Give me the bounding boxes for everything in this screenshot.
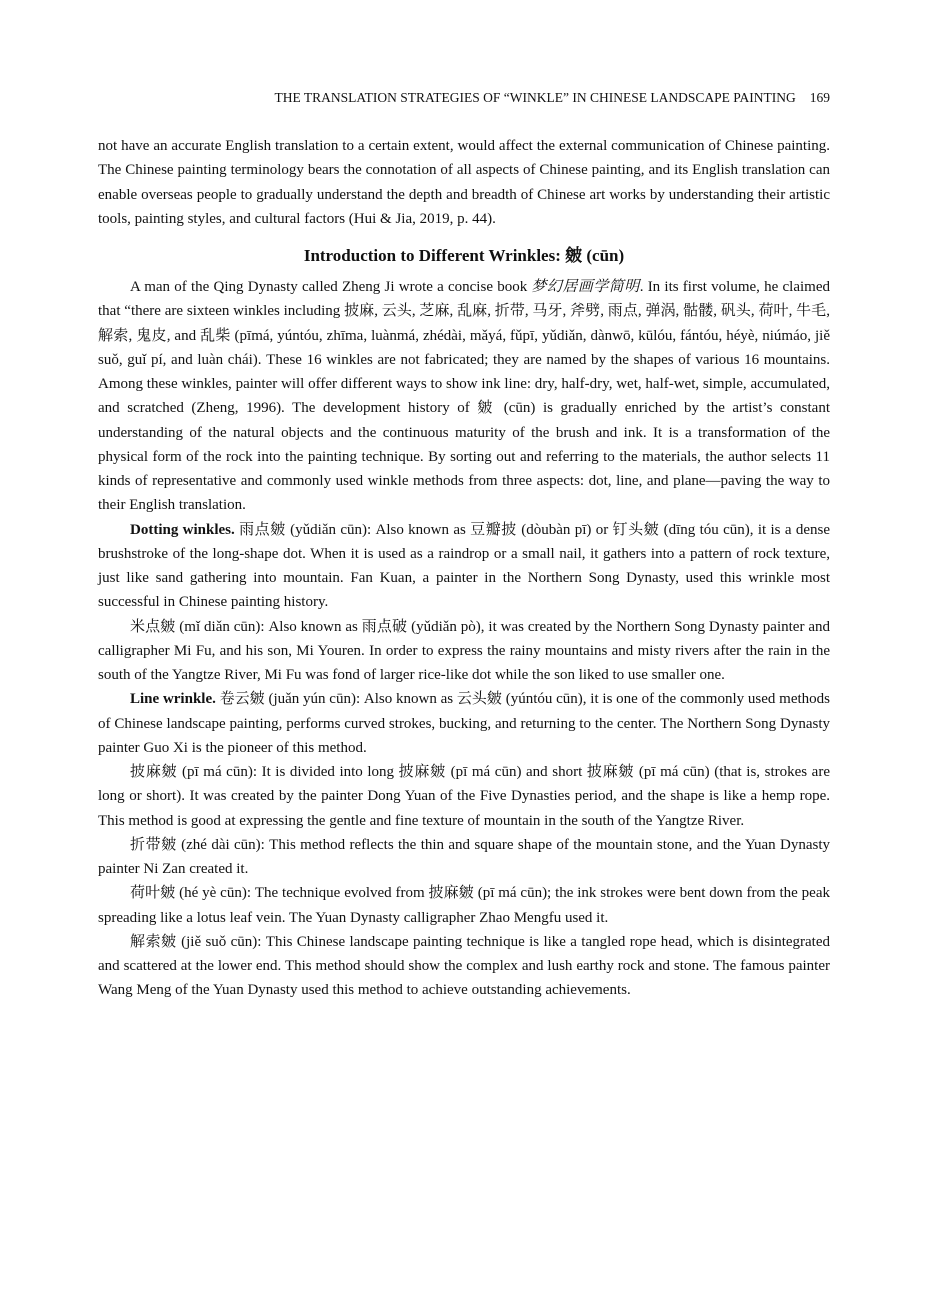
paragraph-dotting-winkles: [98, 518, 830, 615]
section-heading: Introduction to Different Wrinkles: 皴 (cūn): [303, 246, 625, 265]
dotting-winkles-text: 雨点皴 (yǔdiǎn cūn): Also known as 豆瓣披 (dòubàn pī) or 钉头皴 (dīng tóu cūn), it is a dense brushstroke of the long-shape dot. When it is used as a raindrop or a small nail, it gathers into a pattern of rock texture, just like sand gathering into mountain. Fan Kuan, a painter in the Northern Song Dynasty, used this wrinkle most successful in Chinese painting history.: [98, 521, 830, 611]
paragraph-line-wrinkle: [98, 687, 830, 760]
paragraph-pi-ma-cun: 披麻皴 (pī má cūn): It is divided into long 披麻皴 (pī má cūn) and short 披麻皴 (pī má cūn) (that is, strokes are long or short). It was created by the painter Dong Yuan of the Five Dynasties period, and the shape is like a hemp rope. This method is good at expressing the gentle and fine texture of mountain in the south of the Yangtze River.: [98, 764, 830, 829]
lead-dotting-winkles: Dotting winkles.: [130, 521, 235, 538]
running-head: [98, 89, 830, 107]
paragraph-introduction: [98, 275, 830, 518]
lead-line-wrinkle: Line wrinkle.: [130, 691, 216, 708]
body-text: [98, 134, 830, 1003]
paragraph-he-ye-cun: 荷叶皴 (hé yè cūn): The technique evolved from 披麻皴 (pī má cūn); the ink strokes were bent down from the peak spreading like a lotus leaf vein. The Yuan Dynasty calligrapher Zhao Mengfu used it.: [98, 885, 830, 926]
paragraph-zhe-dai-cun: 折带皴 (zhé dài cūn): This method reflects the thin and square shape of the mountain stone, and the Yuan Dynasty painter Ni Zan created it.: [98, 836, 830, 877]
paragraph-continuation: not have an accurate English translation to a certain extent, would affect the external communication of Chinese painting. The Chinese painting terminology bears the connotation of all aspects of Chinese painting, and its English translation can enable overseas people to gradually understand the depth and breadth of Chinese art works by understanding their artistic tools, painting styles, and cultural factors (Hui & Jia, 2019, p. 44).: [98, 138, 830, 227]
book-title: 梦幻居画学简明: [531, 279, 640, 295]
running-title: THE TRANSLATION STRATEGIES OF “WINKLE” IN CHINESE LANDSCAPE PAINTING: [274, 90, 796, 105]
intro-text-before: A man of the Qing Dynasty called Zheng Ji wrote a concise book: [130, 279, 532, 295]
intro-text-after: . In its first volume, he claimed that “there are sixteen winkles including 披麻, 云头, 芝麻, 乱麻, 折带, 马牙, 斧劈, 雨点, 弹涡, 骷髅, 矾头, 荷叶, 牛毛, 解索, 鬼皮, and 乱柴 (pīmá, yúntóu, zhīma, luànmá, zhédài, mǎyá, fǔpī, yǔdiǎn, dànwō, kūlóu, fántóu, héyè, niúmáo, jiě suǒ, guǐ pí, and luàn chái). These 16 winkles are not fabricated; they are named by the shapes of various 16 mountains. Among these winkles, painter will offer different ways to show ink line: dry, half-dry, wet, half-wet, simple, accumulated, and scratched (Zheng, 1996). The development history of 皴 (cūn) is gradually enriched by the artist’s constant understanding of the natural objects and the continuous maturity of the brush and ink. It is a transformation of the physical form of the rock into the painting technique. By sorting out and referring to the materials, the author selects 11 kinds of representative and commonly used winkle methods from three aspects: dot, line, and plane—paving the way to their English translation.: [98, 279, 830, 514]
line-wrinkle-text: 卷云皴 (juǎn yún cūn): Also known as 云头皴 (yúntóu cūn), it is one of the commonly used methods of Chinese landscape painting, performs curved strokes, bucking, and returning to the center. The Northern Song Dynasty painter Guo Xi is the pioneer of this method.: [98, 691, 830, 756]
page-number: 169: [809, 90, 830, 105]
paragraph-mi-dian-cun: 米点皴 (mǐ diǎn cūn): Also known as 雨点破 (yǔdiǎn pò), it was created by the Northern Song Dynasty painter and calligrapher Mi Fu, and his son, Mi Youren. In order to express the rainy mountains and misty rivers after the rain in the south of the Yangtze River, Mi Fu was fond of larger rice-like dot while the son liked to use smaller one.: [98, 618, 830, 683]
paragraph-jie-suo-cun: 解索皴 (jiě suǒ cūn): This Chinese landscape painting technique is like a tangled rope head, which is disintegrated and scattered at the lower end. This method should show the complex and lush earthy rock and stone. The famous painter Wang Meng of the Yuan Dynasty used this method to achieve outstanding achievements.: [98, 933, 830, 999]
